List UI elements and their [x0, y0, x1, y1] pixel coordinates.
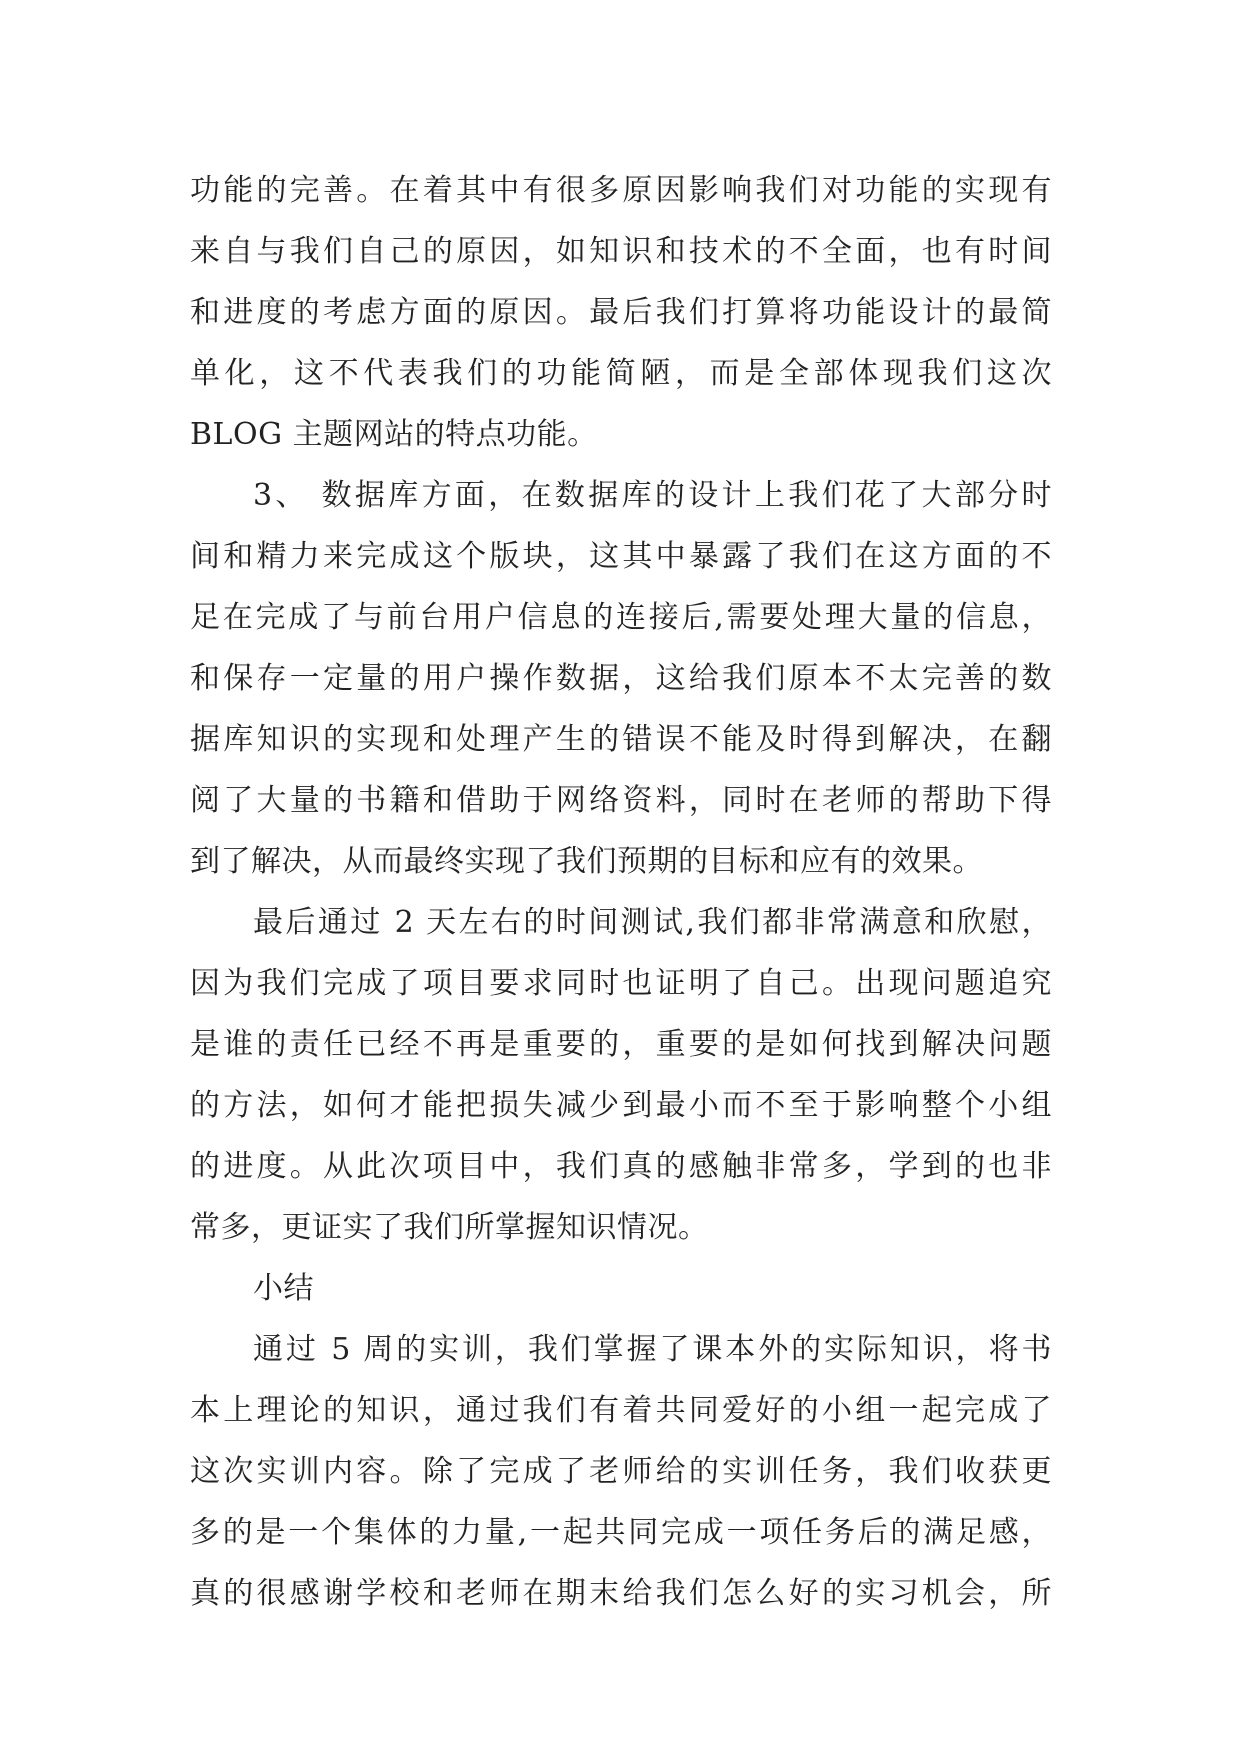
- text-line: 本上理论的知识，通过我们有着共同爱好的小组一起完成了: [190, 1393, 1052, 1428]
- text-line: BLOG 主题网站的特点功能。: [190, 417, 598, 452]
- text-line: 因为我们完成了项目要求同时也证明了自己。出现问题追究: [190, 966, 1052, 1001]
- text-line: 这次实训内容。除了完成了老师给的实训任务，我们收获更: [190, 1454, 1052, 1489]
- paragraph: [190, 892, 1052, 1258]
- text-line: 常多，更证实了我们所掌握知识情况。: [190, 1210, 709, 1245]
- text-line: 最后通过 2 天左右的时间测试,我们都非常满意和欣慰，: [253, 905, 1052, 940]
- paragraph: [190, 465, 1052, 892]
- text-line: 和进度的考虑方面的原因。最后我们打算将功能设计的最简: [190, 295, 1052, 330]
- text-line: 阅了大量的书籍和借助于网络资料，同时在老师的帮助下得: [190, 783, 1052, 818]
- section-heading: [190, 1258, 1052, 1319]
- paragraph: [190, 160, 1052, 465]
- text-line: 到了解决，从而最终实现了我们预期的目标和应有的效果。: [190, 844, 983, 879]
- text-line: 功能的完善。在着其中有很多原因影响我们对功能的实现有: [190, 173, 1052, 208]
- text-line: 间和精力来完成这个版块，这其中暴露了我们在这方面的不: [190, 539, 1052, 574]
- text-line: 真的很感谢学校和老师在期末给我们怎么好的实习机会，所: [190, 1576, 1052, 1611]
- text-line: 多的是一个集体的力量,一起共同完成一项任务后的满足感，: [190, 1515, 1052, 1550]
- paragraph: [190, 1319, 1052, 1624]
- text-line: 来自与我们自己的原因，如知识和技术的不全面，也有时间: [190, 234, 1052, 269]
- text-line: 据库知识的实现和处理产生的错误不能及时得到解决，在翻: [190, 722, 1052, 757]
- text-line: 的进度。从此次项目中，我们真的感触非常多，学到的也非: [190, 1149, 1052, 1184]
- text-line: 3、 数据库方面，在数据库的设计上我们花了大部分时: [253, 478, 1052, 513]
- document-body: [190, 160, 1052, 1624]
- text-line: 小结: [253, 1271, 314, 1306]
- text-line: 足在完成了与前台用户信息的连接后,需要处理大量的信息，: [190, 600, 1052, 635]
- text-line: 单化，这不代表我们的功能简陋，而是全部体现我们这次: [190, 356, 1052, 391]
- text-line: 的方法，如何才能把损失减少到最小而不至于影响整个小组: [190, 1088, 1052, 1123]
- text-line: 通过 5 周的实训，我们掌握了课本外的实际知识，将书: [253, 1332, 1052, 1367]
- text-line: 和保存一定量的用户操作数据，这给我们原本不太完善的数: [190, 661, 1052, 696]
- text-line: 是谁的责任已经不再是重要的，重要的是如何找到解决问题: [190, 1027, 1052, 1062]
